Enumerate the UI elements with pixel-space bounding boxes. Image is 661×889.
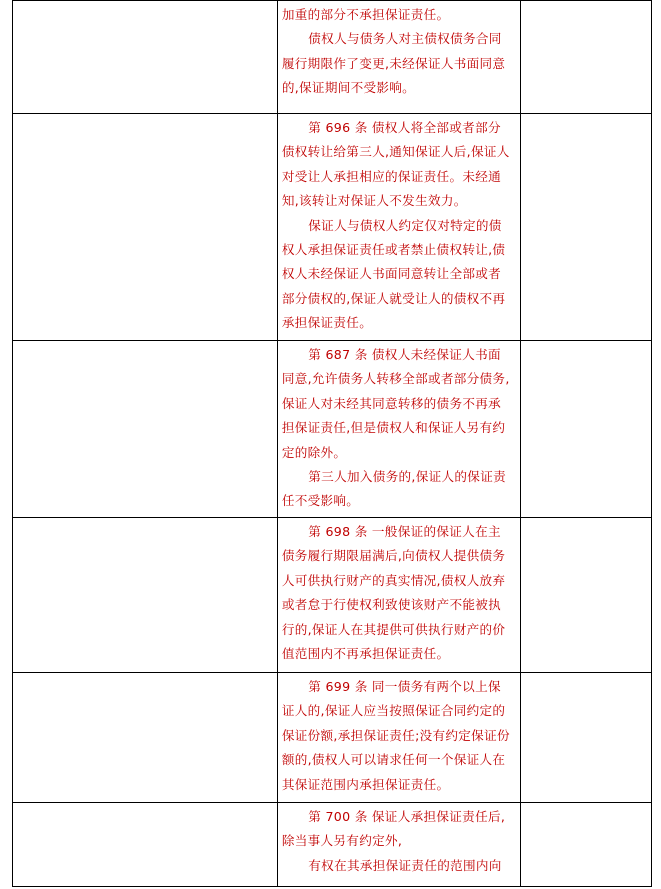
- table-row: [13, 673, 652, 803]
- provision-paragraph: 第 699 条 同一债务有两个以上保证人的,保证人应当按照保证合同约定的保证份额,承担保证责任;没有约定保证份额的,债权人可以请求任何一个保证人在其保证范围内承担保证责任。: [281, 679, 510, 792]
- provision-cell: [277, 341, 520, 518]
- provision-paragraph: 加重的部分不承担保证责任。: [281, 7, 450, 22]
- provision-text: [278, 341, 520, 514]
- provision-paragraph: 有权在其承担保证责任的范围内向: [308, 857, 502, 873]
- left-column-cell: [13, 114, 278, 341]
- provision-paragraph: 保证人与债权人约定仅对特定的债权人承担保证责任或者禁止债权转让,债权人未经保证人书面同意转让全部或者部分债权的,保证人就受让人的债权不再承担保证责任。: [281, 217, 506, 331]
- left-column-cell: [13, 341, 278, 518]
- provision-text: [278, 114, 520, 336]
- legal-comparison-table: [12, 0, 652, 887]
- right-column-cell: [520, 803, 651, 887]
- provision-text: [278, 518, 520, 666]
- provision-paragraph: 第 687 条 债权人未经保证人书面同意,允许债务人转移全部或者部分债务,保证人对未经其同意转移的债务不再承担保证责任,但是债权人和保证人另有约定的除外。: [281, 347, 510, 460]
- provision-text: [278, 1, 520, 101]
- right-column-cell: [520, 518, 651, 673]
- provision-paragraph: 第 700 条 保证人承担保证责任后,除当事人另有约定外,: [281, 809, 506, 849]
- provision-paragraph: 债权人与债务人对主债权债务合同履行期限作了变更,未经保证人书面同意的,保证期间不受影响。: [281, 31, 506, 96]
- provision-cell: [277, 518, 520, 673]
- left-column-cell: [13, 673, 278, 803]
- left-column-cell: [13, 1, 278, 114]
- right-column-cell: [520, 114, 651, 341]
- provision-cell: [277, 114, 520, 341]
- provision-paragraph: 第 698 条 一般保证的保证人在主债务履行期限届满后,向债权人提供债务人可供执行财产的真实情况,债权人放弃或者怠于行使权利致使该财产不能被执行的,保证人在其提供可供执行财产的价值范围内不再承担保证责任。: [281, 524, 506, 662]
- left-column-cell: [13, 803, 278, 887]
- table-row: [13, 341, 652, 518]
- right-column-cell: [520, 673, 651, 803]
- provision-paragraph: 第 696 条 债权人将全部或者部分债权转让给第三人,通知保证人后,保证人对受让人承担相应的保证责任。未经通知,该转让对保证人不发生效力。: [281, 120, 510, 209]
- table-row: [13, 114, 652, 341]
- table-row: [13, 518, 652, 673]
- provision-text: [278, 673, 520, 797]
- table-row: [13, 1, 652, 114]
- right-column-cell: [520, 1, 651, 114]
- provision-cell: [277, 673, 520, 803]
- left-column-cell: [13, 518, 278, 673]
- provision-cell: [277, 1, 520, 114]
- provision-text: [278, 803, 520, 878]
- provision-cell: [277, 803, 520, 887]
- right-column-cell: [520, 341, 651, 518]
- table-row: [13, 803, 652, 887]
- provision-paragraph: 第三人加入债务的,保证人的保证责任不受影响。: [281, 469, 506, 509]
